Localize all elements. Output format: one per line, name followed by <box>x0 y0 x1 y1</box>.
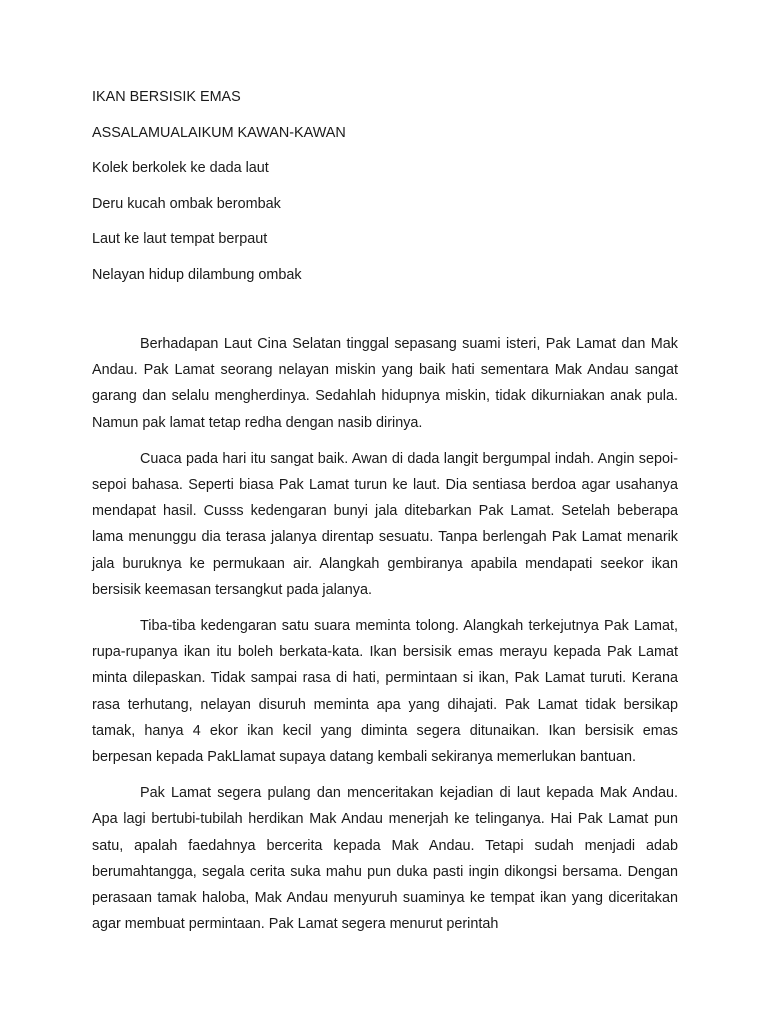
greeting-line: ASSALAMUALAIKUM KAWAN-KAWAN <box>92 124 346 141</box>
paragraph-4: Pak Lamat segera pulang dan menceritakan kejadian di laut kepada Mak Andau. Apa lagi bertubi-tubilah herdikan Mak Andau menerjah ke telinganya. Hai Pak Lamat pun satu, apalah faedahnya bercerita kepada Mak Andau. Tetapi sudah menjadi adab berumahtangga, segala cerita suka mahu pun duka pasti ingin dikongsi bersama. Dengan perasaan tamak haloba, Mak Andau menyuruh suaminya ke tempat ikan yang diceritakan agar membuat permintaan. Pak Lamat segera menurut perintah <box>92 785 678 933</box>
document-header <box>92 88 682 302</box>
story-title: IKAN BERSISIK EMAS <box>92 89 241 105</box>
poem-line-3: Laut ke laut tempat berpaut <box>92 231 268 248</box>
poem-line-4: Nelayan hidup dilambung ombak <box>92 266 302 283</box>
paragraph-1: Berhadapan Laut Cina Selatan tinggal sepasang suami isteri, Pak Lamat dan Mak Andau. Pak Lamat seorang nelayan miskin yang baik hati sementara Mak Andau sangat garang dan selalu mengherdinya. Sedahlah hidupnya miskin, tidak dikurniakan anak pula. Namun pak lamat tetap redha dengan nasib dirinya. <box>92 336 678 431</box>
poem-line-2: Deru kucah ombak berombak <box>92 195 281 212</box>
paragraph-2: Cuaca pada hari itu sangat baik. Awan di dada langit bergumpal indah. Angin sepoi-sepoi bahasa. Seperti biasa Pak Lamat turun ke laut. Dia sentiasa berdoa agar usahanya mendapat hasil. Cusss kedengaran bunyi jala ditebarkan Pak Lamat. Setelah beberapa lama menunggu dia terasa jalanya direntap sesuatu. Tanpa berlengah Pak Lamat menarik jala buruknya ke permukaan air. Alangkah gembiranya apabila mendapati seekor ikan bersisik keemasan tersangkut pada jalanya. <box>92 450 678 598</box>
paragraph-3: Tiba-tiba kedengaran satu suara meminta tolong. Alangkah terkejutnya Pak Lamat, rupa-rupanya ikan itu boleh berkata-kata. Ikan bersisik emas merayu kepada Pak Lamat minta dilepaskan. Tidak sampai rasa di hati, permintaan si ikan, Pak Lamat turuti. Kerana rasa terhutang, nelayan disuruh meminta apa yang dihajati. Pak Lamat tidak bersikap tamak, hanya 4 ekor ikan kecil yang diminta segera ditunaikan. Ikan bersisik emas berpesan kepada PakLlamat supaya datang kembali sekiranya memerlukan bantuan. <box>92 618 678 766</box>
poem-line-1: Kolek berkolek ke dada laut <box>92 160 269 177</box>
story-body <box>92 331 678 947</box>
